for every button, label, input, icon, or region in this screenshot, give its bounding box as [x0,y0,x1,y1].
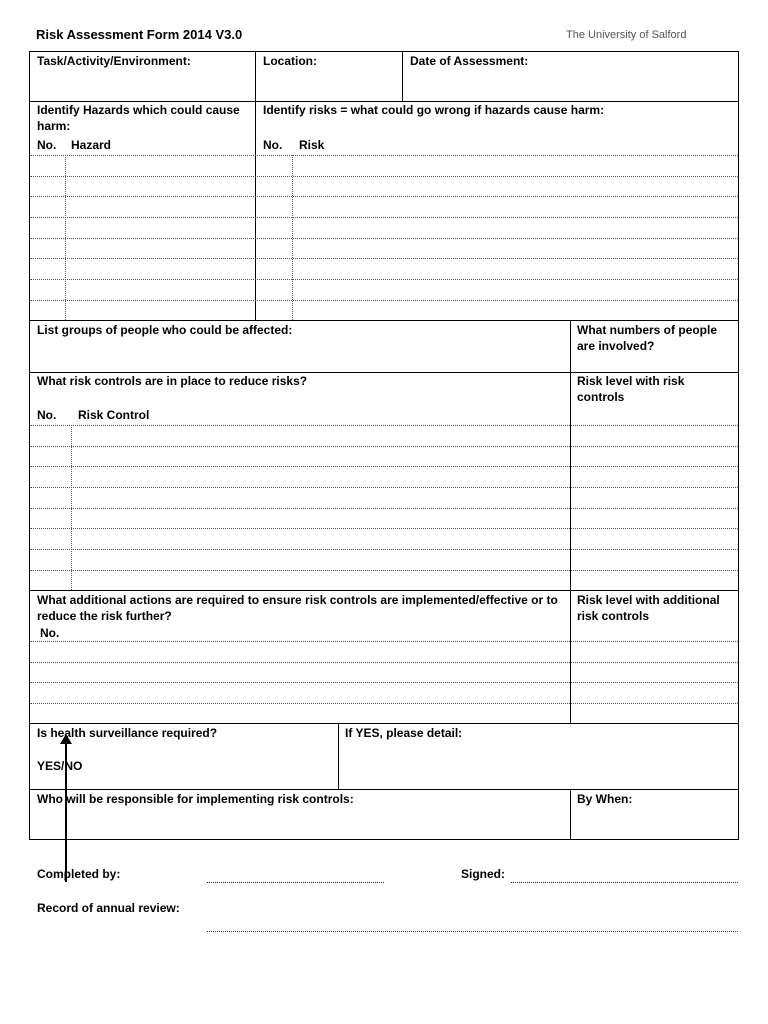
signed-label: Signed: [461,867,505,881]
table-border-left [29,51,30,839]
hazard-row-line [30,196,738,197]
risk-level-label: Risk level with risk controls [577,374,685,404]
hazard-no-header: No. [37,138,57,152]
action-row-line [30,662,738,663]
date-label: Date of Assessment: [410,54,529,68]
hazard-row-line [30,279,738,280]
hazard-row-line [30,258,738,259]
hazard-row-line [30,217,738,218]
risks-label: Identify risks = what could go wrong if hazards cause harm: [263,103,605,117]
hazards-label: Identify Hazards which could cause harm: [37,103,240,133]
risk-column-header: Risk [299,138,325,152]
table-border-right [738,51,739,839]
divider [29,320,739,321]
divider [570,320,571,372]
control-row-line [30,466,738,467]
responsible-label: Who will be responsible for implementing risk controls: [37,792,354,806]
additional-actions-label: What additional actions are required to ensure risk controls are implemented/effective or to reduce the risk further? [37,593,558,623]
location-label: Location: [263,54,317,68]
control-row-line [30,446,738,447]
additional-no-header: No. [40,626,60,640]
annual-review-label: Record of annual review: [37,901,180,915]
if-yes-label: If YES, please detail: [345,726,463,740]
action-row-line [30,682,738,683]
action-row-line [30,641,738,642]
divider [255,101,256,320]
control-row-line [30,487,738,488]
divider [255,51,256,101]
hazard-column-header: Hazard [71,138,112,152]
divider [29,789,739,790]
control-column-header: Risk Control [78,408,150,422]
completed-by-field[interactable] [207,882,384,883]
task-label: Task/Activity/Environment: [37,54,191,68]
annual-review-field[interactable] [207,931,738,932]
health-surveillance-value: YES/NO [37,759,83,773]
risk-no-header: No. [263,138,283,152]
control-row-line [30,425,738,426]
controls-label: What risk controls are in place to reduce risks? [37,374,308,388]
form-title: Risk Assessment Form 2014 V3.0 [36,27,243,42]
by-when-label: By When: [577,792,633,806]
groups-label: List groups of people who could be affected: [37,323,293,337]
divider [570,789,571,839]
control-row-line [30,508,738,509]
divider [402,51,403,101]
divider [338,723,339,789]
annotation-arrow-shaft [65,742,67,882]
table-border-bottom [29,839,739,840]
annotation-arrow-icon [60,734,72,744]
completed-by-label: Completed by: [37,867,121,881]
risk-level-additional-label: Risk level with additional risk controls [577,593,720,623]
hazard-row-line [30,176,738,177]
health-surveillance-label: Is health surveillance required? [37,726,218,740]
table-border-top [29,51,739,52]
organization-name: The University of Salford [566,29,687,41]
divider [570,372,571,590]
control-row-line [30,549,738,550]
divider [29,723,739,724]
numbers-label: What numbers of people are involved? [577,323,718,353]
hazard-row-line [30,300,738,301]
hazard-row-line [30,155,738,156]
hazard-row-line [30,238,738,239]
control-row-line [30,528,738,529]
control-row-line [30,570,738,571]
control-no-header: No. [37,408,57,422]
signed-field[interactable] [511,882,738,883]
divider [29,590,739,591]
action-row-line [30,703,738,704]
